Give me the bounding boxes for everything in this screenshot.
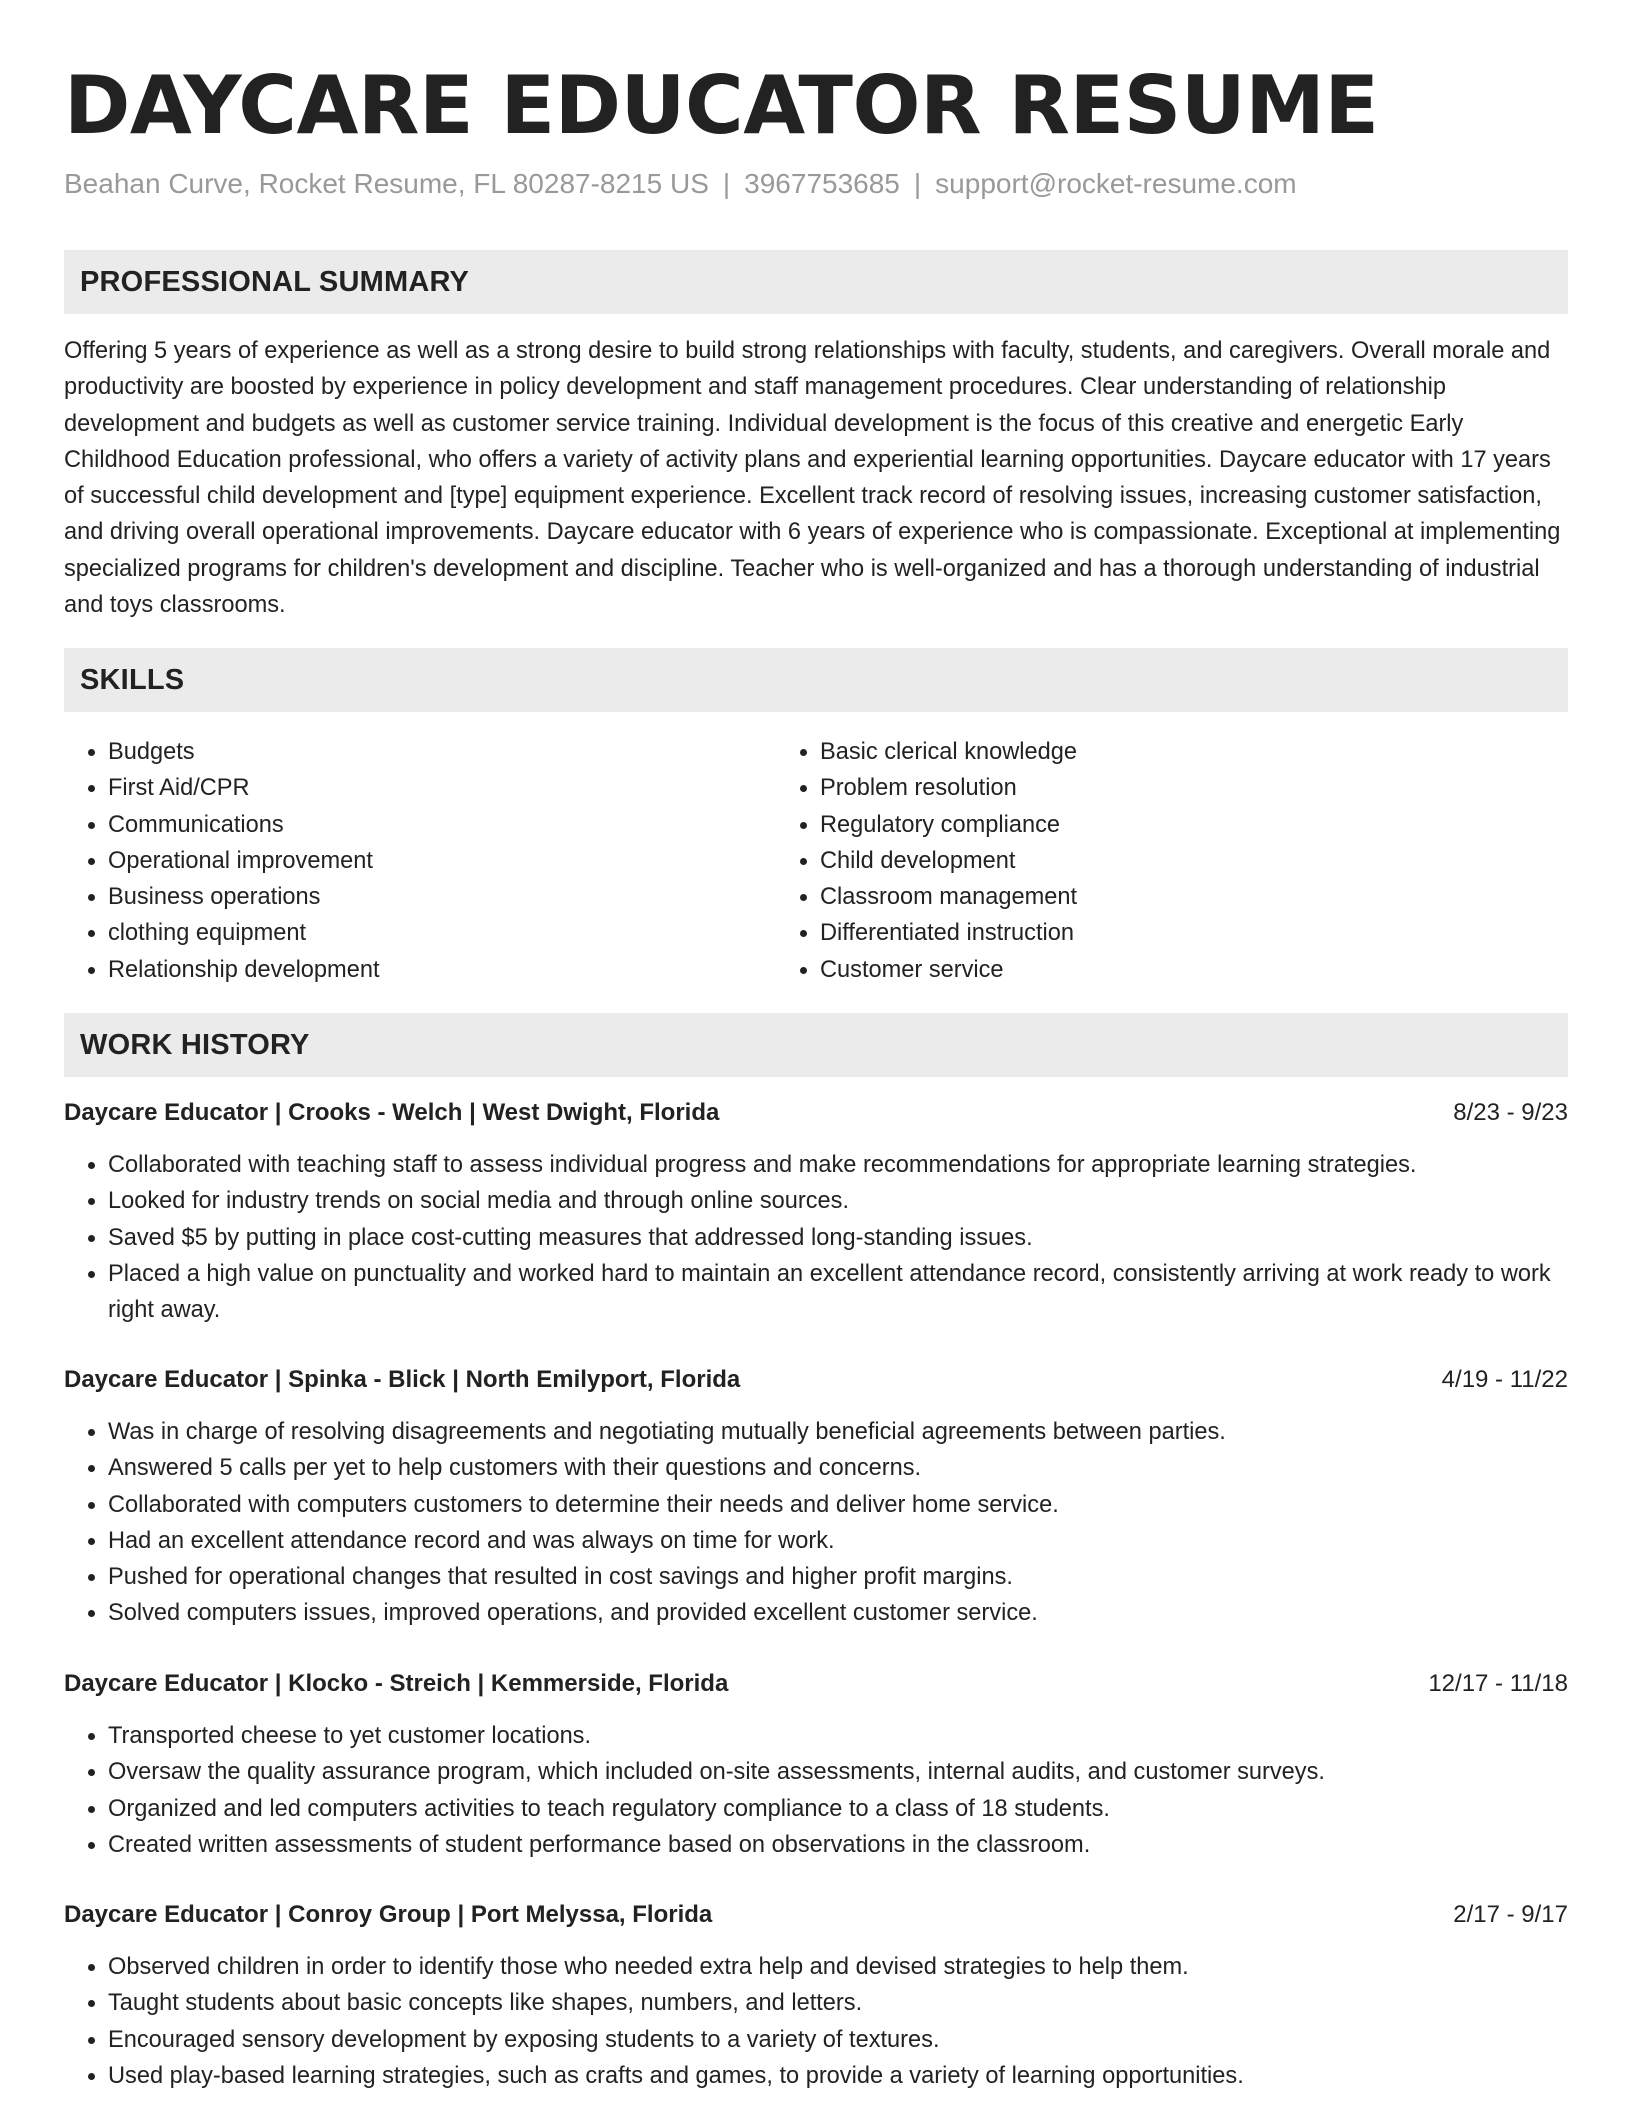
job-bullets — [64, 1718, 1568, 1863]
resume-title: DAYCARE EDUCATOR RESUME — [64, 59, 1379, 152]
job-bullet: • Answered 5 calls per yet to help customers with their questions and concerns. — [108, 1450, 1568, 1486]
skill-item: • First Aid/CPR — [108, 770, 762, 806]
job-bullet: • Solved computers issues, improved operations, and provided excellent customer service. — [108, 1595, 1568, 1631]
skill-item: • Business operations — [108, 879, 762, 915]
job-bullets — [64, 1949, 1568, 2094]
job-bullet: • Observed children in order to identify those who needed extra help and devised strategies to help them. — [108, 1949, 1568, 1985]
job-bullet: • Placed a high value on punctuality and worked hard to maintain an excellent attendance record, consistently arriving at work ready to work right away. — [108, 1256, 1568, 1329]
work-history-heading: WORK HISTORY — [64, 1013, 1568, 1077]
skill-item: • Basic clerical knowledge — [820, 734, 1568, 770]
job-dates: 4/19 - 11/22 — [1441, 1366, 1568, 1393]
job-dates: 12/17 - 11/18 — [1428, 1670, 1568, 1697]
skill-item: • Differentiated instruction — [820, 915, 1568, 951]
job-dates: 2/17 - 9/17 — [1453, 1901, 1568, 1928]
job-bullet: • Collaborated with computers customers to determine their needs and deliver home service. — [108, 1487, 1568, 1523]
job-entry — [64, 1666, 1568, 1863]
skill-item: • Classroom management — [820, 879, 1568, 915]
skill-item: • Communications — [108, 807, 762, 843]
job-bullet: • Oversaw the quality assurance program, which included on-site assessments, internal audits, and customer surveys. — [108, 1754, 1568, 1790]
job-header — [64, 1095, 1568, 1131]
job-header — [64, 1362, 1568, 1398]
skills-column-right — [762, 734, 1568, 988]
job-bullet: • Used play-based learning strategies, such as crafts and games, to provide a variety of learning opportunities. — [108, 2058, 1568, 2094]
skill-item: • Regulatory compliance — [820, 807, 1568, 843]
contact-separator: | — [722, 168, 731, 199]
job-bullet: • Pushed for operational changes that resulted in cost savings and higher profit margins. — [108, 1559, 1568, 1595]
job-bullet: • Had an excellent attendance record and was always on time for work. — [108, 1523, 1568, 1559]
job-title: Daycare Educator | Spinka - Blick | North Emilyport, Florida — [64, 1366, 741, 1393]
contact-phone: 3967753685 — [744, 168, 900, 199]
skill-item: • Child development — [820, 843, 1568, 879]
job-entry — [64, 1362, 1568, 1632]
job-dates: 8/23 - 9/23 — [1453, 1099, 1568, 1126]
job-entry — [64, 1897, 1568, 2094]
skill-item: • Customer service — [820, 952, 1568, 988]
skills-heading: SKILLS — [64, 648, 1568, 712]
job-bullets — [64, 1147, 1568, 1328]
job-bullet: • Was in charge of resolving disagreements and negotiating mutually beneficial agreements between parties. — [108, 1414, 1568, 1450]
job-title: Daycare Educator | Crooks - Welch | West Dwight, Florida — [64, 1099, 720, 1126]
summary-heading: PROFESSIONAL SUMMARY — [64, 250, 1568, 314]
skill-item: • Relationship development — [108, 952, 762, 988]
skill-item: • clothing equipment — [108, 915, 762, 951]
contact-email: support@rocket-resume.com — [935, 168, 1297, 199]
job-header — [64, 1666, 1568, 1702]
job-bullet: • Saved $5 by putting in place cost-cutting measures that addressed long-standing issues. — [108, 1220, 1568, 1256]
job-bullets — [64, 1414, 1568, 1632]
skills-list — [64, 734, 1568, 988]
job-bullet: • Taught students about basic concepts like shapes, numbers, and letters. — [108, 1985, 1568, 2021]
job-bullet: • Collaborated with teaching staff to assess individual progress and make recommendations for appropriate learning strategies. — [108, 1147, 1568, 1183]
job-bullet: • Encouraged sensory development by exposing students to a variety of textures. — [108, 2022, 1568, 2058]
contact-separator: | — [913, 168, 922, 199]
job-bullet: • Transported cheese to yet customer locations. — [108, 1718, 1568, 1754]
job-title: Daycare Educator | Klocko - Streich | Kemmerside, Florida — [64, 1670, 729, 1697]
skills-column-left — [64, 734, 762, 988]
contact-line — [64, 164, 1297, 204]
skill-item: • Budgets — [108, 734, 762, 770]
job-header — [64, 1897, 1568, 1933]
job-entry — [64, 1095, 1568, 1328]
skill-item: • Problem resolution — [820, 770, 1568, 806]
job-bullet: • Looked for industry trends on social media and through online sources. — [108, 1183, 1568, 1219]
contact-address: Beahan Curve, Rocket Resume, FL 80287-8215 US — [64, 168, 709, 199]
job-title: Daycare Educator | Conroy Group | Port Melyssa, Florida — [64, 1901, 713, 1928]
job-bullet: • Organized and led computers activities to teach regulatory compliance to a class of 18 students. — [108, 1791, 1568, 1827]
skill-item: • Operational improvement — [108, 843, 762, 879]
job-bullet: • Created written assessments of student performance based on observations in the classroom. — [108, 1827, 1568, 1863]
summary-text: Offering 5 years of experience as well as a strong desire to build strong relationships with faculty, students, and caregivers. Overall morale and productivity are boosted by experience in policy development and staff management procedures. Clear understanding of relationship development and budgets as well as customer service training. Individual development is the focus of this creative and energetic Early Childhood Education professional, who offers a variety of activity plans and experiential learning opportunities. Daycare educator with 17 years of successful child development and [type] equipment experience. Excellent track record of resolving issues, increasing customer satisfaction, and driving overall operational improvements. Daycare educator with 6 years of experience who is compassionate. Exceptional at implementing specialized programs for children's development and discipline. Teacher who is well-organized and has a thorough understanding of industrial and toys classrooms. — [64, 338, 1561, 619]
